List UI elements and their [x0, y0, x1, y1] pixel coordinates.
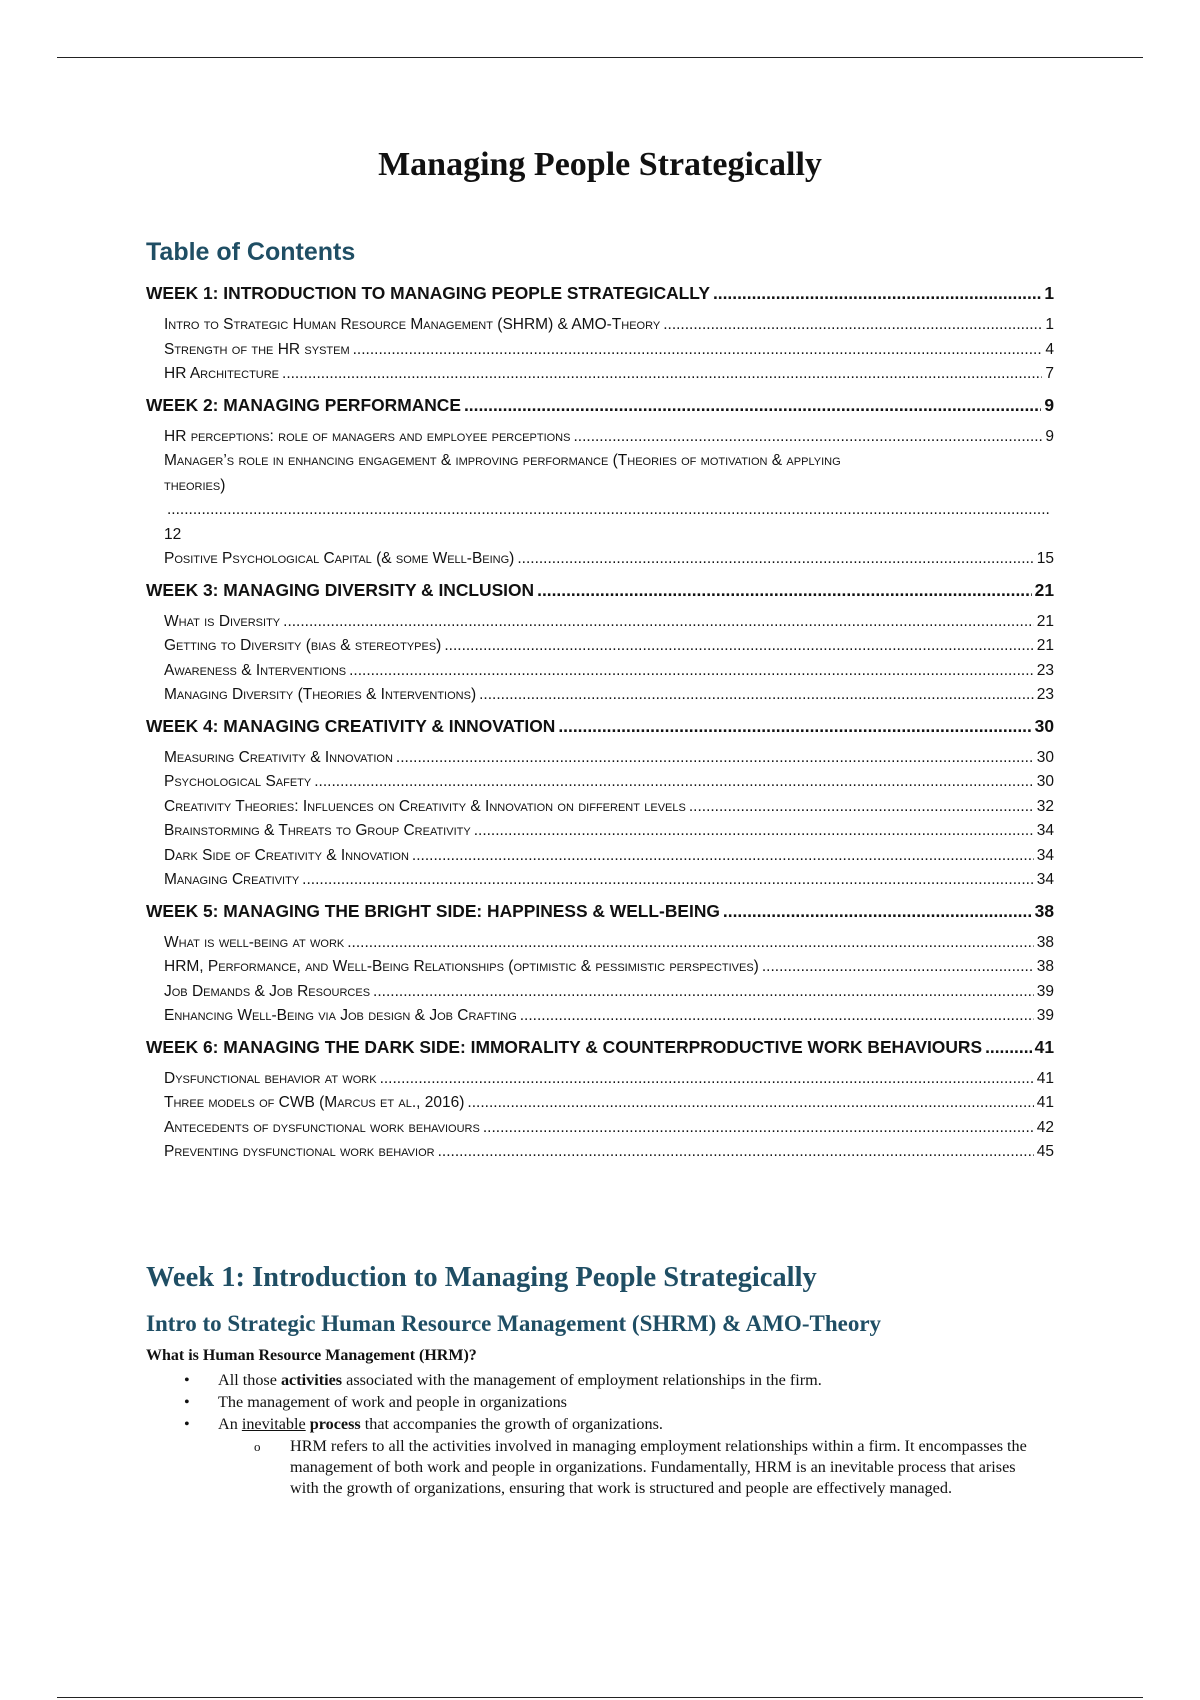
toc-leader	[537, 580, 1032, 601]
toc-entry[interactable]	[164, 795, 1054, 820]
toc-entry[interactable]	[164, 955, 1054, 980]
toc-page-number: 9	[1044, 394, 1054, 415]
toc-leader	[762, 955, 1034, 980]
toc-leader	[713, 283, 1041, 304]
toc-leader	[314, 770, 1034, 795]
toc-page-number: 30	[1036, 748, 1054, 766]
toc-entry-title: HRM, Performance, and Well-Being Relationships (optimistic & pessimistic perspectives)	[164, 958, 759, 975]
toc-leader	[373, 980, 1034, 1005]
toc-leader	[282, 362, 1042, 387]
toc-entry-title: Managing Diversity (Theories & Interventions)	[164, 686, 477, 703]
list-item	[146, 1391, 1046, 1413]
toc-entry[interactable]	[164, 1004, 1054, 1029]
toc-entry[interactable]	[164, 313, 1054, 338]
toc-page-number: 15	[1036, 550, 1054, 567]
toc-page-number: 34	[1036, 822, 1054, 839]
toc-entry-title-continued: theories)	[164, 476, 226, 494]
toc-entry[interactable]	[164, 1091, 1054, 1116]
toc-entry[interactable]	[164, 746, 1054, 771]
toc-week-1-entries	[164, 313, 1054, 387]
toc-entry-title: HR Architecture	[164, 365, 280, 382]
toc-leader	[283, 610, 1034, 635]
bullet-text: associated with the management of employment relationships in the firm.	[342, 1371, 822, 1389]
section-heading: Intro to Strategic Human Resource Management (SHRM) & AMO-Theory	[146, 1311, 882, 1336]
toc-page-number: 23	[1036, 686, 1054, 703]
toc-entry[interactable]	[164, 770, 1054, 795]
bullet-text: All those	[218, 1371, 281, 1389]
toc-leader	[302, 868, 1034, 893]
toc-entry[interactable]	[164, 931, 1054, 956]
toc-leader	[520, 1004, 1034, 1029]
toc-entry[interactable]	[164, 1116, 1054, 1141]
toc-page-number: 45	[1036, 1143, 1054, 1160]
toc-entry[interactable]	[164, 425, 1054, 450]
toc-leader	[438, 1140, 1034, 1165]
toc-entry-title: Preventing dysfunctional work behavior	[164, 1143, 435, 1160]
toc-entry[interactable]	[164, 868, 1054, 893]
toc-entry-title: Job Demands & Job Resources	[164, 982, 371, 1000]
toc-week-1[interactable]	[146, 283, 1054, 304]
toc-leader	[444, 634, 1033, 659]
toc-entry[interactable]	[164, 338, 1054, 363]
toc-page-number: 39	[1036, 982, 1054, 1000]
toc-entry-title: Psychological Safety	[164, 773, 312, 790]
toc-page-number: 21	[1034, 579, 1054, 600]
toc-entry-title: Getting to Diversity (bias & stereotypes)	[164, 637, 442, 654]
toc-page-number: 34	[1036, 871, 1054, 888]
toc-entry-title: What is well-being at work	[164, 933, 345, 951]
toc-entry-title: Managing Creativity	[164, 871, 300, 888]
toc-week-title: WEEK 6: MANAGING THE DARK SIDE: IMMORALITY & COUNTERPRODUCTIVE WORK BEHAVIOURS	[146, 1036, 983, 1057]
toc-entry[interactable]	[164, 610, 1054, 635]
toc-week-title: WEEK 4: MANAGING CREATIVITY & INNOVATION	[146, 715, 556, 736]
toc-page-number: 32	[1036, 797, 1054, 815]
toc-leader	[464, 395, 1041, 416]
toc-page-number: 7	[1045, 365, 1054, 382]
toc-page-number: 30	[1034, 715, 1054, 736]
toc-week-title: WEEK 2: MANAGING PERFORMANCE	[146, 394, 461, 415]
table-of-contents	[146, 283, 1054, 1173]
toc-week-2-entries	[164, 425, 1054, 572]
toc-page-number: 30	[1036, 773, 1054, 790]
toc-page-number: 9	[1045, 427, 1054, 445]
toc-week-4-entries	[164, 746, 1054, 893]
toc-entry-title: Measuring Creativity & Innovation	[164, 748, 393, 766]
toc-week-title: WEEK 3: MANAGING DIVERSITY & INCLUSION	[146, 579, 535, 600]
toc-entry-title: Three models of CWB (Marcus et al., 2016)	[164, 1094, 465, 1111]
toc-leader	[353, 338, 1043, 363]
toc-leader	[573, 425, 1042, 450]
toc-page-number: 21	[1036, 637, 1054, 654]
toc-week-5[interactable]	[146, 901, 1054, 922]
toc-page-number: 42	[1036, 1118, 1054, 1136]
toc-entry[interactable]	[164, 547, 1054, 572]
toc-entry-title: Awareness & Interventions	[164, 661, 347, 679]
toc-page-number: 38	[1036, 958, 1054, 975]
toc-leader	[689, 795, 1034, 820]
toc-page-number: 1	[1045, 316, 1054, 333]
toc-week-3-entries	[164, 610, 1054, 708]
toc-page-number: 23	[1036, 661, 1054, 679]
toc-entry[interactable]	[164, 449, 1054, 547]
bottom-rule	[57, 1697, 1143, 1698]
toc-entry[interactable]	[164, 980, 1054, 1005]
toc-page-number: 4	[1045, 340, 1054, 358]
toc-heading: Table of Contents	[146, 238, 356, 266]
toc-entry-title: Manager’s role in enhancing engagement & improving performance (Theories of motivation & applying	[164, 452, 841, 469]
top-rule	[57, 57, 1143, 58]
bullet-text: that accompanies the growth of organizations.	[360, 1415, 663, 1433]
toc-leader	[479, 683, 1034, 708]
bullet-text: The management of work and people in organizations	[218, 1393, 567, 1411]
toc-entry-title: Dysfunctional behavior at work	[164, 1069, 377, 1087]
toc-week-title: WEEK 1: INTRODUCTION TO MANAGING PEOPLE STRATEGICALLY	[146, 283, 710, 303]
circle-bullet-icon: o	[254, 1439, 261, 1454]
toc-entry[interactable]	[164, 659, 1054, 684]
document-title: Managing People Strategically	[378, 146, 822, 183]
toc-entry-title: Intro to Strategic Human Resource Management (SHRM) & AMO-Theory	[164, 316, 661, 333]
week-1-heading: Week 1: Introduction to Managing People Strategically	[146, 1262, 817, 1293]
toc-entry-title: Enhancing Well-Being via Job design & Job Crafting	[164, 1007, 517, 1024]
toc-entry-title: Strength of the HR system	[164, 340, 350, 358]
toc-entry[interactable]	[164, 819, 1054, 844]
toc-leader	[663, 313, 1042, 338]
toc-entry[interactable]	[164, 1140, 1054, 1165]
bullet-text-bold: activities	[280, 1371, 343, 1389]
bullet-text-underlined: inevitable	[241, 1415, 306, 1433]
toc-leader	[396, 746, 1034, 771]
list-item	[146, 1413, 1046, 1435]
bullet-icon: •	[184, 1371, 190, 1389]
toc-page-number: 38	[1034, 900, 1054, 921]
toc-week-3[interactable]	[146, 580, 1054, 601]
toc-leader	[347, 931, 1034, 956]
toc-page-number: 12	[164, 525, 182, 543]
toc-week-title: WEEK 5: MANAGING THE BRIGHT SIDE: HAPPINESS & WELL-BEING	[146, 900, 720, 921]
sub-bullet-text: HRM refers to all the activities involved in managing employment relationships within a firm. It encompasses the management of both work and people in organizations. Fundamentally, HRM is an inevitable process that arises with the growth of organizations, ensuring that work is structured and people are effectively managed.	[290, 1437, 1027, 1497]
toc-leader	[474, 819, 1034, 844]
toc-week-5-entries	[164, 931, 1054, 1029]
toc-week-2[interactable]	[146, 395, 1054, 416]
toc-page-number: 41	[1036, 1069, 1054, 1087]
toc-entry-title: HR perceptions: role of managers and employee perceptions	[164, 427, 571, 445]
toc-page-number: 34	[1036, 846, 1054, 864]
toc-page-number: 1	[1044, 283, 1054, 303]
toc-leader	[483, 1116, 1034, 1141]
toc-week-6[interactable]	[146, 1037, 1054, 1058]
bullet-list	[146, 1369, 1046, 1499]
toc-entry-title: Creativity Theories: Influences on Creativity & Innovation on different levels	[164, 797, 686, 815]
toc-page-number: 38	[1036, 933, 1054, 951]
toc-leader	[558, 716, 1031, 737]
list-item	[146, 1369, 1046, 1391]
toc-leader	[985, 1037, 1032, 1058]
toc-entry-title: Positive Psychological Capital (& some Well-Being)	[164, 550, 515, 567]
toc-entry[interactable]	[164, 1067, 1054, 1092]
toc-entry[interactable]	[164, 844, 1054, 869]
bullet-text: An	[218, 1415, 242, 1433]
toc-entry[interactable]	[164, 683, 1054, 708]
toc-leader	[723, 901, 1032, 922]
bullet-icon: •	[184, 1415, 190, 1433]
toc-entry-title: What is Diversity	[164, 612, 281, 630]
question-heading: What is Human Resource Management (HRM)?	[146, 1347, 477, 1364]
toc-leader	[167, 498, 1051, 523]
toc-leader	[412, 844, 1034, 869]
toc-entry-title: Brainstorming & Threats to Group Creativity	[164, 822, 471, 839]
toc-leader	[380, 1067, 1034, 1092]
bullet-text-bold: process	[309, 1415, 361, 1433]
toc-leader	[467, 1091, 1033, 1116]
toc-entry-title: Antecedents of dysfunctional work behaviours	[164, 1118, 480, 1136]
toc-page-number: 39	[1036, 1007, 1054, 1024]
sub-list-item	[146, 1436, 1046, 1499]
toc-entry-title: Dark Side of Creativity & Innovation	[164, 846, 409, 864]
bullet-icon: •	[184, 1393, 190, 1411]
toc-week-6-entries	[164, 1067, 1054, 1165]
toc-page-number: 41	[1034, 1036, 1054, 1057]
toc-entry[interactable]	[164, 362, 1054, 387]
toc-entry[interactable]	[164, 634, 1054, 659]
toc-week-4[interactable]	[146, 716, 1054, 737]
toc-leader	[517, 547, 1033, 572]
toc-leader	[349, 659, 1034, 684]
toc-page-number: 41	[1036, 1094, 1054, 1111]
toc-page-number: 21	[1036, 612, 1054, 630]
